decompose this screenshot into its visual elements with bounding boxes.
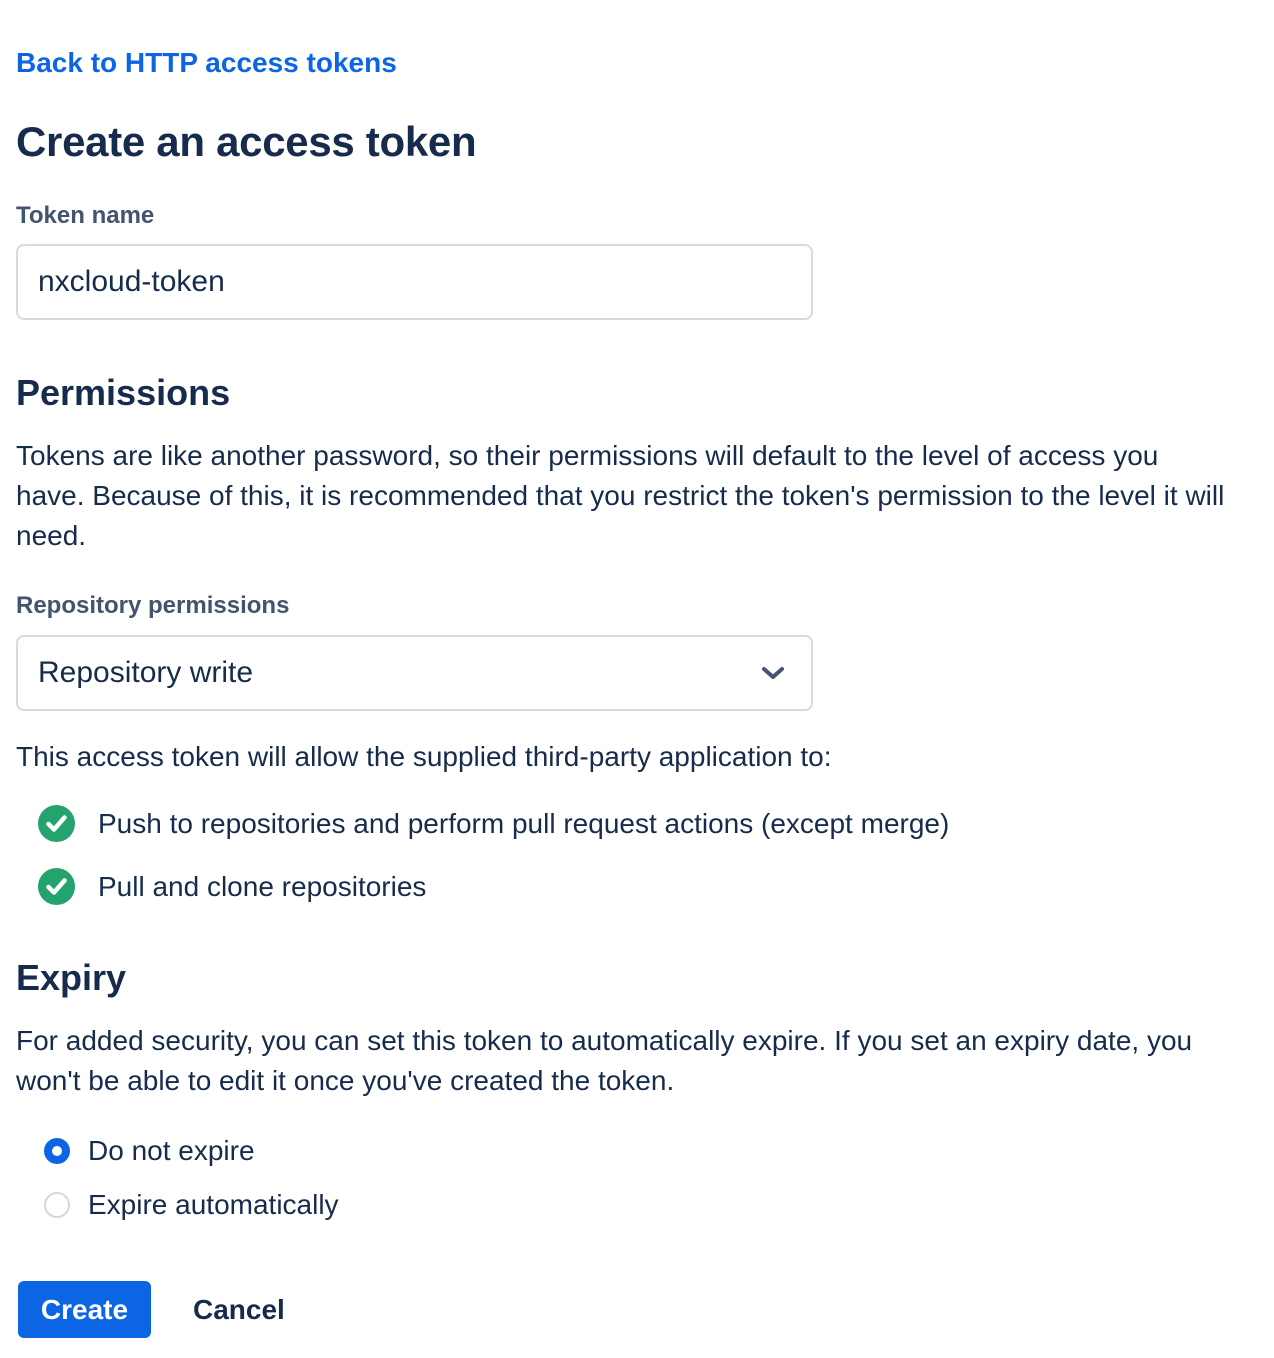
- checkmark-icon: [38, 868, 75, 905]
- radio-button-icon: [44, 1192, 70, 1218]
- radio-do-not-expire[interactable]: [44, 1135, 1258, 1167]
- capability-text: Pull and clone repositories: [98, 870, 427, 902]
- repository-permissions-selected-value: Repository write: [38, 656, 254, 689]
- expiry-description: For added security, you can set this token to automatically expire. If you set an expiry date, you won't be able to edit it once you've created the token.: [16, 1025, 1193, 1096]
- expiry-radio-group: [16, 1135, 1258, 1221]
- radio-expire-automatically[interactable]: [44, 1189, 1258, 1221]
- token-name-input[interactable]: [16, 244, 813, 320]
- back-to-http-access-tokens-link[interactable]: Back to HTTP access tokens: [16, 47, 397, 78]
- repository-permissions-select[interactable]: [16, 635, 813, 711]
- token-name-label: Token name: [16, 202, 155, 229]
- permissions-heading: Permissions: [16, 372, 231, 413]
- create-button[interactable]: Create: [18, 1281, 151, 1338]
- list-item: [38, 868, 1258, 905]
- permissions-description: Tokens are like another password, so their permissions will default to the level of access you have. Because of this, it is recommended that you restrict the token's permission to the level it will need.: [16, 440, 1225, 551]
- capability-text: Push to repositories and perform pull request actions (except merge): [98, 807, 950, 839]
- list-item: [38, 805, 1258, 842]
- radio-button-icon: [44, 1138, 70, 1164]
- checkmark-icon: [38, 805, 75, 842]
- capability-list: [16, 805, 1258, 905]
- allow-intro-text: This access token will allow the supplied third-party application to:: [16, 741, 832, 772]
- repository-permissions-label: Repository permissions: [16, 592, 290, 619]
- expiry-heading: Expiry: [16, 957, 127, 998]
- radio-label: Expire automatically: [88, 1189, 339, 1220]
- chevron-down-icon: [761, 665, 785, 681]
- page-title: Create an access token: [16, 118, 477, 165]
- form-actions: [18, 1281, 1258, 1338]
- radio-label: Do not expire: [88, 1135, 255, 1166]
- cancel-button[interactable]: Cancel: [193, 1293, 285, 1325]
